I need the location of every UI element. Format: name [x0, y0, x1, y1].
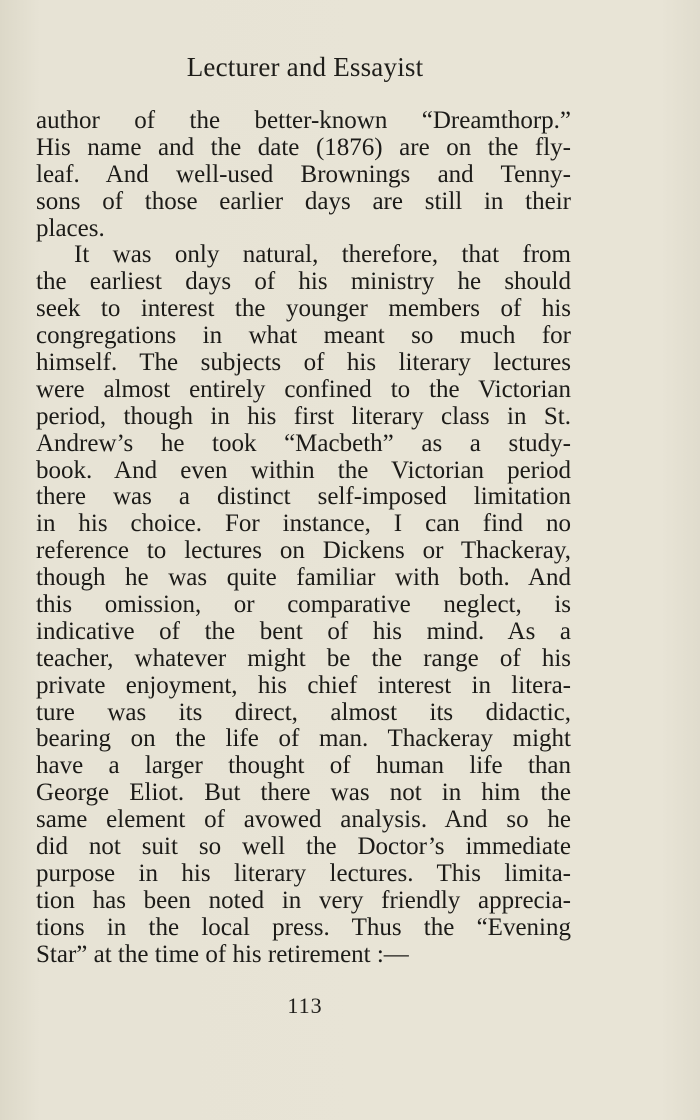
text-line: though he was quite familiar with both. And: [36, 564, 571, 592]
text-line: places.: [36, 214, 105, 242]
text-line: congregations in what meant so much for: [36, 322, 571, 350]
text-line: leaf. And well-used Brownings and Tenny-: [36, 160, 571, 188]
text-line: purpose in his literary lectures. This limita-: [36, 859, 571, 887]
text-line: the earliest days of his ministry he should: [36, 268, 571, 296]
text-line: tion has been noted in very friendly apprecia-: [36, 886, 571, 914]
text-line: same element of avowed analysis. And so he: [36, 806, 571, 834]
text-line: author of the better-known “Dreamthorp.”: [36, 107, 571, 134]
text-line: did not suit so well the Doctor’s immediate: [36, 833, 571, 861]
text-line: sons of those earlier days are still in their: [36, 187, 571, 215]
text-line: Andrew’s he took “Macbeth” as a study-: [36, 429, 571, 457]
text-line: bearing on the life of man. Thackeray might: [36, 725, 571, 753]
text-line: tions in the local press. Thus the “Evening: [36, 913, 571, 941]
running-head: Lecturer and Essayist: [186, 52, 424, 82]
text-line: teacher, whatever might be the range of his: [36, 644, 571, 672]
text-line: reference to lectures on Dickens or Thackeray,: [36, 537, 571, 565]
text-line: Star” at the time of his retirement :—: [36, 940, 409, 968]
text-line: George Eliot. But there was not in him the: [36, 779, 571, 807]
text-line: himself. The subjects of his literary lectures: [36, 349, 571, 377]
text-line: It was only natural, therefore, that from: [74, 241, 571, 269]
text-line: indicative of the bent of his mind. As a: [36, 617, 571, 645]
text-line: His name and the date (1876) are on the fly-: [36, 133, 571, 161]
text-line: ture was its direct, almost its didactic,: [36, 698, 571, 726]
text-line: have a larger thought of human life than: [36, 752, 571, 780]
body-text: [36, 108, 571, 969]
text-line: were almost entirely confined to the Victorian: [36, 375, 571, 403]
text-line: period, though in his first literary class in St.: [36, 402, 571, 430]
text-line: seek to interest the younger members of his: [36, 295, 571, 323]
page-number: 113: [287, 993, 323, 1018]
text-line: book. And even within the Victorian period: [36, 456, 571, 484]
text-line: there was a distinct self-imposed limitation: [36, 483, 571, 511]
text-line: in his choice. For instance, I can find no: [36, 510, 571, 538]
text-line: this omission, or comparative neglect, is: [36, 591, 571, 619]
text-line: private enjoyment, his chief interest in litera-: [36, 671, 571, 699]
